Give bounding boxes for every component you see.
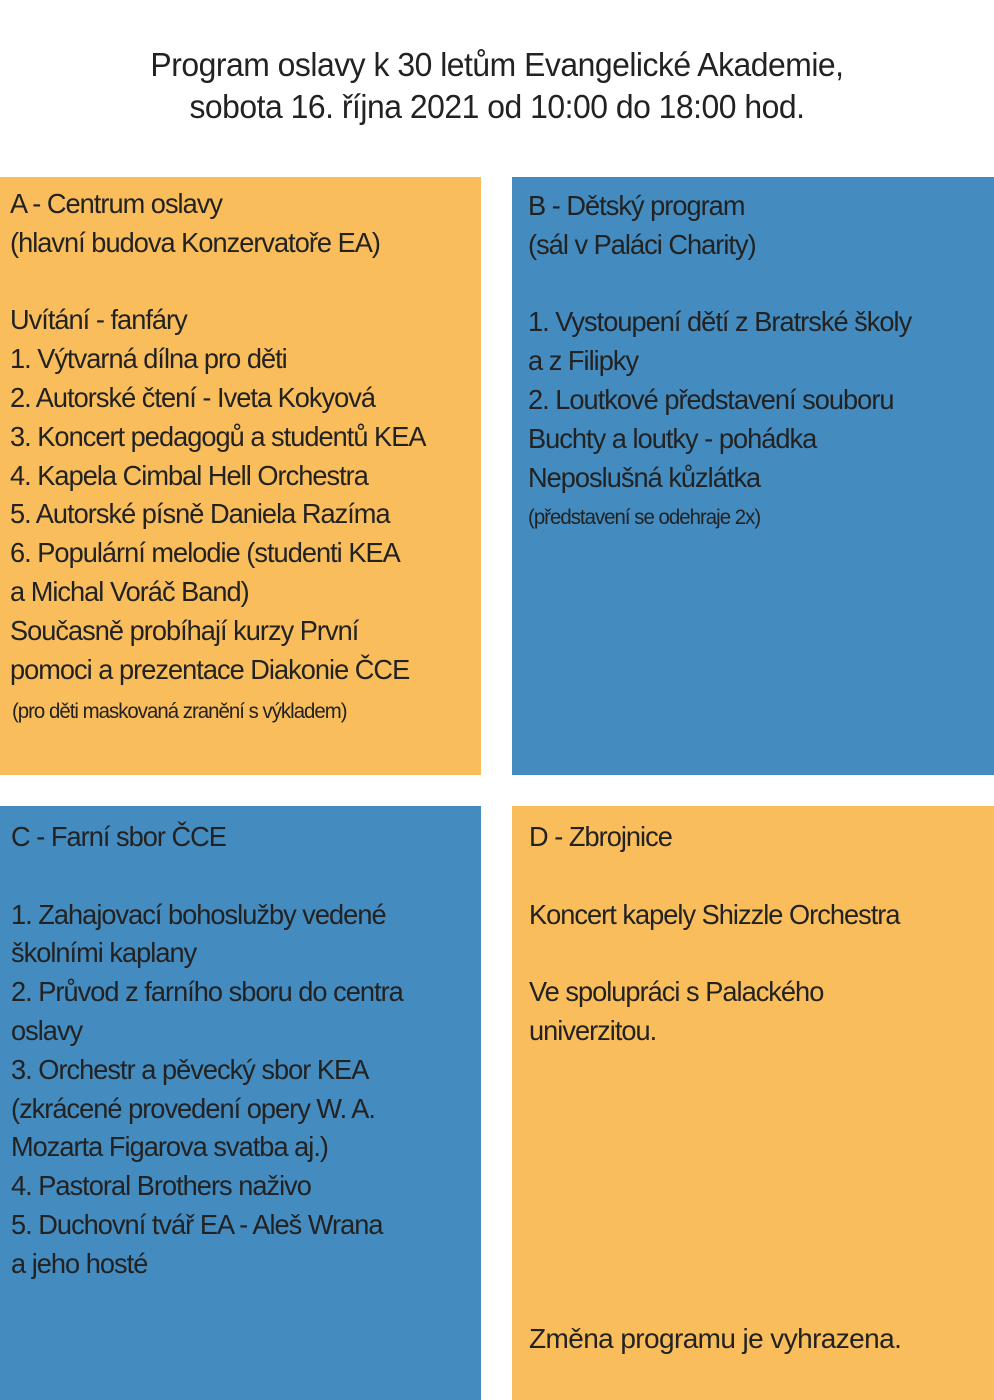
title-line-2: sobota 16. října 2021 od 10:00 do 18:00 hod. [189,88,805,125]
section-d-zbrojnice [512,806,994,1400]
program-item: (zkrácené provedení opery W. A. [11,1092,375,1124]
program-change-note: Změna programu je vyhrazena. [529,1323,902,1354]
program-item: 3. Koncert pedagogů a studentů KEA [10,420,426,452]
program-item: pomoci a prezentace Diakonie ČCE [10,653,410,685]
program-item: Mozarta Figarova svatba aj.) [11,1131,329,1163]
program-item: Koncert kapely Shizzle Orchestra [529,898,900,930]
section-b-detsky-program [512,177,994,775]
program-item: 1. Výtvarná dílna pro děti [10,343,287,375]
program-item: Současně probíhají kurzy První [10,614,359,646]
program-item: Uvítání - fanfáry [10,304,187,336]
program-item: 2. Autorské čtení - Iveta Kokyová [10,381,376,413]
program-item: 2. Průvod z farního sboru do centra [11,976,403,1008]
spacer [10,263,481,302]
program-item: 3. Orchestr a pěvecký sbor KEA [11,1053,369,1085]
program-item: 6. Populární melodie (studenti KEA [10,537,400,569]
program-item: Ve spolupráci s Palackého [529,976,824,1008]
program-item: 1. Vystoupení dětí z Bratrské školy [528,306,912,338]
section-b-subheading: (sál v Paláci Charity) [528,228,756,260]
spacer [11,857,481,896]
section-a-centrum-oslavy [0,177,481,775]
program-item: 4. Pastoral Brothers naživo [11,1170,311,1202]
program-item: 5. Autorské písně Daniela Razíma [10,498,390,530]
program-item: oslavy [11,1014,83,1046]
program-item: školními kaplany [11,937,197,969]
section-c-farni-sbor [0,806,481,1400]
program-item: 5. Duchovní tvář EA - Aleš Wrana [11,1208,383,1240]
program-item: a z Filipky [528,345,639,377]
program-item: 2. Loutkové představení souboru [528,383,894,415]
program-item: a Michal Voráč Band) [10,575,249,607]
spacer [529,857,994,896]
section-c-heading: C - Farní sbor ČCE [11,821,226,852]
program-item: Buchty a loutky - pohádka [528,422,817,454]
program-item: 4. Kapela Cimbal Hell Orchestra [10,459,368,491]
section-b-note: (představení se odehraje 2x) [528,506,761,530]
program-item: a jeho hosté [11,1247,148,1279]
section-a-subheading: (hlavní budova Konzervatoře EA) [10,226,381,258]
section-a-heading: A - Centrum oslavy [10,188,222,219]
page-title [0,44,994,128]
title-line-1: Program oslavy k 30 letům Evangelické Akademie, [150,46,844,83]
section-d-heading: D - Zbrojnice [529,821,672,852]
spacer [528,265,994,304]
program-item: 1. Zahajovací bohoslužby vedené [11,898,386,930]
section-a-note: (pro děti maskovaná zranění s výkladem) [11,700,347,724]
section-b-heading: B - Dětský program [528,190,745,221]
program-item: Neposlušná kůzlátka [528,461,761,493]
program-item: univerzitou. [529,1014,657,1046]
spacer [529,934,994,973]
